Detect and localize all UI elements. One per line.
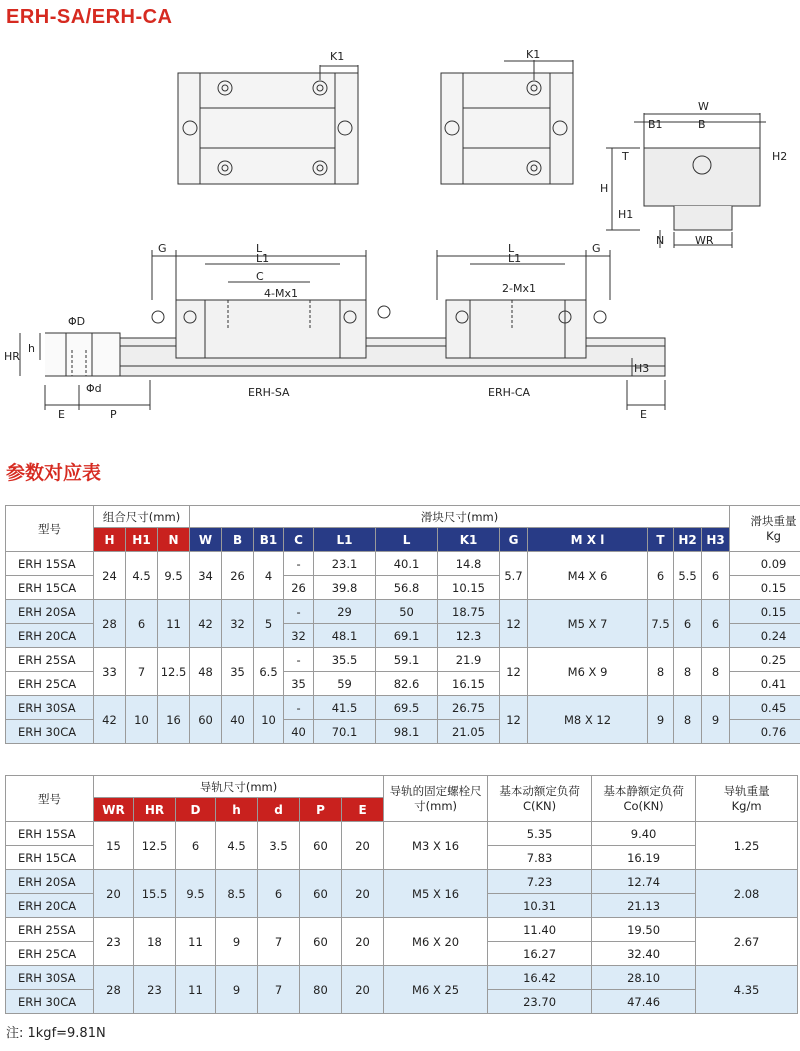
model-cell: ERH 15CA: [6, 576, 94, 600]
table-cell: 15: [94, 822, 134, 870]
static-load-cell: 32.40: [592, 942, 696, 966]
model-cell: ERH 15SA: [6, 552, 94, 576]
table-cell: 18.75: [438, 600, 500, 624]
g-label-ca: G: [592, 242, 601, 255]
table-cell: 50: [376, 600, 438, 624]
n-label: N: [656, 234, 665, 247]
dynamic-load-cell: 10.31: [488, 894, 592, 918]
table-cell: M8 X 12: [528, 696, 648, 744]
hr-label: HR: [4, 350, 20, 363]
weight-cell: 0.45: [730, 696, 800, 720]
table-cell: 16: [158, 696, 190, 744]
table-cell: 6: [176, 822, 216, 870]
table-cell: 15.5: [134, 870, 176, 918]
weight-cell: 0.41: [730, 672, 800, 696]
dynamic-load-cell: 16.42: [488, 966, 592, 990]
model-cell: ERH 25CA: [6, 672, 94, 696]
table-cell: 9.5: [176, 870, 216, 918]
table-cell: 28: [94, 966, 134, 1014]
p-label: P: [110, 408, 117, 420]
model-cell: ERH 15SA: [6, 822, 94, 846]
col-header: L: [376, 528, 438, 552]
col-header: B1: [254, 528, 284, 552]
table-cell: 7.5: [648, 600, 674, 648]
dynamic-load-header: 基本动额定负荷 C(KN): [488, 776, 592, 822]
table-cell: 98.1: [376, 720, 438, 744]
table-cell: 39.8: [314, 576, 376, 600]
top-view-ca: [441, 73, 573, 184]
table-row: [6, 600, 800, 624]
col-header: H2: [674, 528, 702, 552]
l1-label-sa: L1: [256, 252, 270, 265]
weight-cell: 2.08: [696, 870, 798, 918]
table-cell: 20: [342, 822, 384, 870]
table-cell: 10: [126, 696, 158, 744]
model-cell: ERH 30SA: [6, 696, 94, 720]
table-cell: 12: [500, 696, 528, 744]
w-label: W: [698, 100, 709, 113]
table-cell: 10.15: [438, 576, 500, 600]
table-cell: 41.5: [314, 696, 376, 720]
model-header: 型号: [6, 506, 94, 552]
table-cell: 8.5: [216, 870, 258, 918]
model-cell: ERH 30CA: [6, 990, 94, 1014]
table-cell: 7: [258, 918, 300, 966]
table-cell: 6: [126, 600, 158, 648]
table-cell: 6: [674, 600, 702, 648]
table-cell: M5 X 16: [384, 870, 488, 918]
table-cell: 6.5: [254, 648, 284, 696]
l1-label-ca: L1: [508, 252, 522, 265]
model-cell: ERH 30SA: [6, 966, 94, 990]
table-cell: -: [284, 600, 314, 624]
table-cell: 23.1: [314, 552, 376, 576]
table-cell: 28: [94, 600, 126, 648]
col-header: H3: [702, 528, 730, 552]
col-header: h: [216, 798, 258, 822]
table-cell: 9: [648, 696, 674, 744]
table-cell: 8: [648, 648, 674, 696]
footnote: 注: 1kgf=9.81N: [6, 1026, 106, 1041]
table-cell: 80: [300, 966, 342, 1014]
table-cell: M6 X 9: [528, 648, 648, 696]
table-cell: 4.5: [216, 822, 258, 870]
col-header: H1: [126, 528, 158, 552]
table-cell: 26: [284, 576, 314, 600]
col-header: C: [284, 528, 314, 552]
col-header: H: [94, 528, 126, 552]
table-cell: 20: [342, 918, 384, 966]
page-title: ERH-SA/ERH-CA: [6, 6, 173, 28]
table-cell: M4 X 6: [528, 552, 648, 600]
table-row: [6, 918, 798, 942]
table-row: [6, 696, 800, 720]
side-view: [606, 113, 766, 248]
col-header: L1: [314, 528, 376, 552]
dynamic-load-cell: 11.40: [488, 918, 592, 942]
col-header: HR: [134, 798, 176, 822]
table-cell: 60: [300, 918, 342, 966]
table-cell: 5.5: [674, 552, 702, 600]
table-cell: 40.1: [376, 552, 438, 576]
dynamic-load-cell: 5.35: [488, 822, 592, 846]
e-right-label: E: [640, 408, 647, 420]
table-cell: -: [284, 552, 314, 576]
table-cell: 33: [94, 648, 126, 696]
table-cell: -: [284, 648, 314, 672]
col-header: E: [342, 798, 384, 822]
model-cell: ERH 20SA: [6, 870, 94, 894]
table-cell: 18: [134, 918, 176, 966]
phi-d-large-label: ΦD: [68, 315, 86, 328]
table-cell: 20: [342, 870, 384, 918]
table-cell: M3 X 16: [384, 822, 488, 870]
combined-dim-header: 组合尺寸(mm): [94, 506, 190, 528]
col-header: W: [190, 528, 222, 552]
ca-view-label: ERH-CA: [488, 386, 531, 399]
phi-d-small-label: Φd: [86, 382, 102, 395]
h-label: H: [600, 182, 609, 195]
k1-label-ca: K1: [526, 48, 541, 61]
weight-cell: 0.24: [730, 624, 800, 648]
weight-cell: 4.35: [696, 966, 798, 1014]
table-row: [6, 648, 800, 672]
mx-label-ca: 2-Mx1: [502, 282, 536, 295]
table-cell: 6: [258, 870, 300, 918]
table-cell: 20: [342, 966, 384, 1014]
rail-dim-header: 导轨尺寸(mm): [94, 776, 384, 798]
c-label: C: [256, 270, 264, 283]
weight-cell: 0.15: [730, 576, 800, 600]
table-cell: 32: [284, 624, 314, 648]
table-cell: 20: [94, 870, 134, 918]
weight-cell: 1.25: [696, 822, 798, 870]
static-load-cell: 19.50: [592, 918, 696, 942]
table-cell: 21.05: [438, 720, 500, 744]
weight-cell: 2.67: [696, 918, 798, 966]
table-cell: 26: [222, 552, 254, 600]
static-load-header: 基本静额定负荷 Co(KN): [592, 776, 696, 822]
table-cell: 70.1: [314, 720, 376, 744]
table-cell: 9.5: [158, 552, 190, 600]
table-cell: M6 X 25: [384, 966, 488, 1014]
table-cell: 59: [314, 672, 376, 696]
model-cell: ERH 25SA: [6, 648, 94, 672]
b1-label: B1: [648, 118, 663, 131]
table-cell: 24: [94, 552, 126, 600]
table-cell: 34: [190, 552, 222, 600]
col-header: B: [222, 528, 254, 552]
block-dim-header: 滑块尺寸(mm): [190, 506, 730, 528]
table-cell: 21.9: [438, 648, 500, 672]
table-cell: 5: [254, 600, 284, 648]
table-cell: -: [284, 696, 314, 720]
model-cell: ERH 25CA: [6, 942, 94, 966]
col-header: K1: [438, 528, 500, 552]
block-front-ca: [446, 300, 606, 358]
table-cell: 35: [284, 672, 314, 696]
table-cell: 7: [258, 966, 300, 1014]
table-cell: 40: [222, 696, 254, 744]
model-cell: ERH 25SA: [6, 918, 94, 942]
weight-cell: 0.76: [730, 720, 800, 744]
table-cell: 9: [702, 696, 730, 744]
table-cell: 6: [702, 552, 730, 600]
table-cell: 69.1: [376, 624, 438, 648]
table-cell: 60: [300, 870, 342, 918]
model-cell: ERH 15CA: [6, 846, 94, 870]
table-cell: 82.6: [376, 672, 438, 696]
l-label-ca: L: [508, 242, 515, 255]
model-cell: ERH 20CA: [6, 624, 94, 648]
t-label: T: [622, 150, 629, 163]
table-cell: 35: [222, 648, 254, 696]
col-header: G: [500, 528, 528, 552]
table-cell: 8: [674, 696, 702, 744]
technical-drawing: [0, 40, 800, 420]
block-weight-header: 滑块重量 Kg: [730, 506, 800, 552]
table-cell: 56.8: [376, 576, 438, 600]
table-cell: 59.1: [376, 648, 438, 672]
table-cell: 60: [300, 822, 342, 870]
table-cell: 12.3: [438, 624, 500, 648]
table-row: [6, 870, 798, 894]
table-cell: 8: [674, 648, 702, 696]
static-load-cell: 21.13: [592, 894, 696, 918]
col-header: P: [300, 798, 342, 822]
table-cell: 16.15: [438, 672, 500, 696]
table-cell: 4.5: [126, 552, 158, 600]
col-header: M X l: [528, 528, 648, 552]
table-cell: 8: [702, 648, 730, 696]
table-cell: 11: [158, 600, 190, 648]
mx-label-sa: 4-Mx1: [264, 287, 298, 300]
rail-spec-table: [5, 775, 798, 1014]
static-load-cell: 28.10: [592, 966, 696, 990]
table-cell: 14.8: [438, 552, 500, 576]
table-cell: 48.1: [314, 624, 376, 648]
table-cell: 12.5: [134, 822, 176, 870]
table-cell: 3.5: [258, 822, 300, 870]
col-header: d: [258, 798, 300, 822]
table-cell: 40: [284, 720, 314, 744]
sa-view-label: ERH-SA: [248, 386, 290, 399]
dynamic-load-cell: 7.23: [488, 870, 592, 894]
table-cell: 9: [216, 918, 258, 966]
h2-label: H2: [772, 150, 788, 163]
table-cell: 29: [314, 600, 376, 624]
wr-label: WR: [695, 234, 714, 247]
b-label: B: [698, 118, 706, 131]
table-cell: 4: [254, 552, 284, 600]
dynamic-load-cell: 23.70: [488, 990, 592, 1014]
col-header: N: [158, 528, 190, 552]
block-front-sa: [152, 300, 390, 358]
table-cell: 7: [126, 648, 158, 696]
table-row: [6, 552, 800, 576]
table-cell: 6: [702, 600, 730, 648]
dynamic-load-cell: 7.83: [488, 846, 592, 870]
table-cell: 42: [190, 600, 222, 648]
bolt-header: 导轨的固定螺栓尺寸(mm): [384, 776, 488, 822]
table-cell: 12.5: [158, 648, 190, 696]
table-cell: 9: [216, 966, 258, 1014]
dynamic-load-cell: 16.27: [488, 942, 592, 966]
table-row: [6, 822, 798, 846]
table-cell: 12: [500, 600, 528, 648]
table-cell: 60: [190, 696, 222, 744]
table-cell: 35.5: [314, 648, 376, 672]
l-label-sa: L: [256, 242, 263, 255]
k1-label-sa: K1: [330, 50, 345, 63]
block-spec-table: [5, 505, 800, 744]
static-load-cell: 16.19: [592, 846, 696, 870]
table-cell: 10: [254, 696, 284, 744]
table-cell: 26.75: [438, 696, 500, 720]
top-view-sa: [178, 73, 358, 184]
table-cell: 11: [176, 966, 216, 1014]
weight-cell: 0.15: [730, 600, 800, 624]
col-header: D: [176, 798, 216, 822]
weight-cell: 0.25: [730, 648, 800, 672]
model-cell: ERH 20SA: [6, 600, 94, 624]
table-cell: 23: [94, 918, 134, 966]
table-cell: M5 X 7: [528, 600, 648, 648]
table-cell: 6: [648, 552, 674, 600]
table-cell: M6 X 20: [384, 918, 488, 966]
table-cell: 11: [176, 918, 216, 966]
table-cell: 32: [222, 600, 254, 648]
table-cell: 48: [190, 648, 222, 696]
table-row: [6, 966, 798, 990]
col-header: WR: [94, 798, 134, 822]
table-cell: 42: [94, 696, 126, 744]
model-cell: ERH 20CA: [6, 894, 94, 918]
col-header: T: [648, 528, 674, 552]
rail-model-header: 型号: [6, 776, 94, 822]
section-title: 参数对应表: [6, 462, 102, 484]
table-cell: 5.7: [500, 552, 528, 600]
h3-label: H3: [634, 362, 650, 375]
g-label-sa: G: [158, 242, 167, 255]
h-rail-label: h: [28, 342, 35, 355]
table-cell: 69.5: [376, 696, 438, 720]
h1-label: H1: [618, 208, 634, 221]
table-cell: 23: [134, 966, 176, 1014]
table-cell: 12: [500, 648, 528, 696]
e-label: E: [58, 408, 65, 420]
static-load-cell: 9.40: [592, 822, 696, 846]
weight-cell: 0.09: [730, 552, 800, 576]
rail-weight-header: 导轨重量 Kg/m: [696, 776, 798, 822]
static-load-cell: 47.46: [592, 990, 696, 1014]
static-load-cell: 12.74: [592, 870, 696, 894]
model-cell: ERH 30CA: [6, 720, 94, 744]
